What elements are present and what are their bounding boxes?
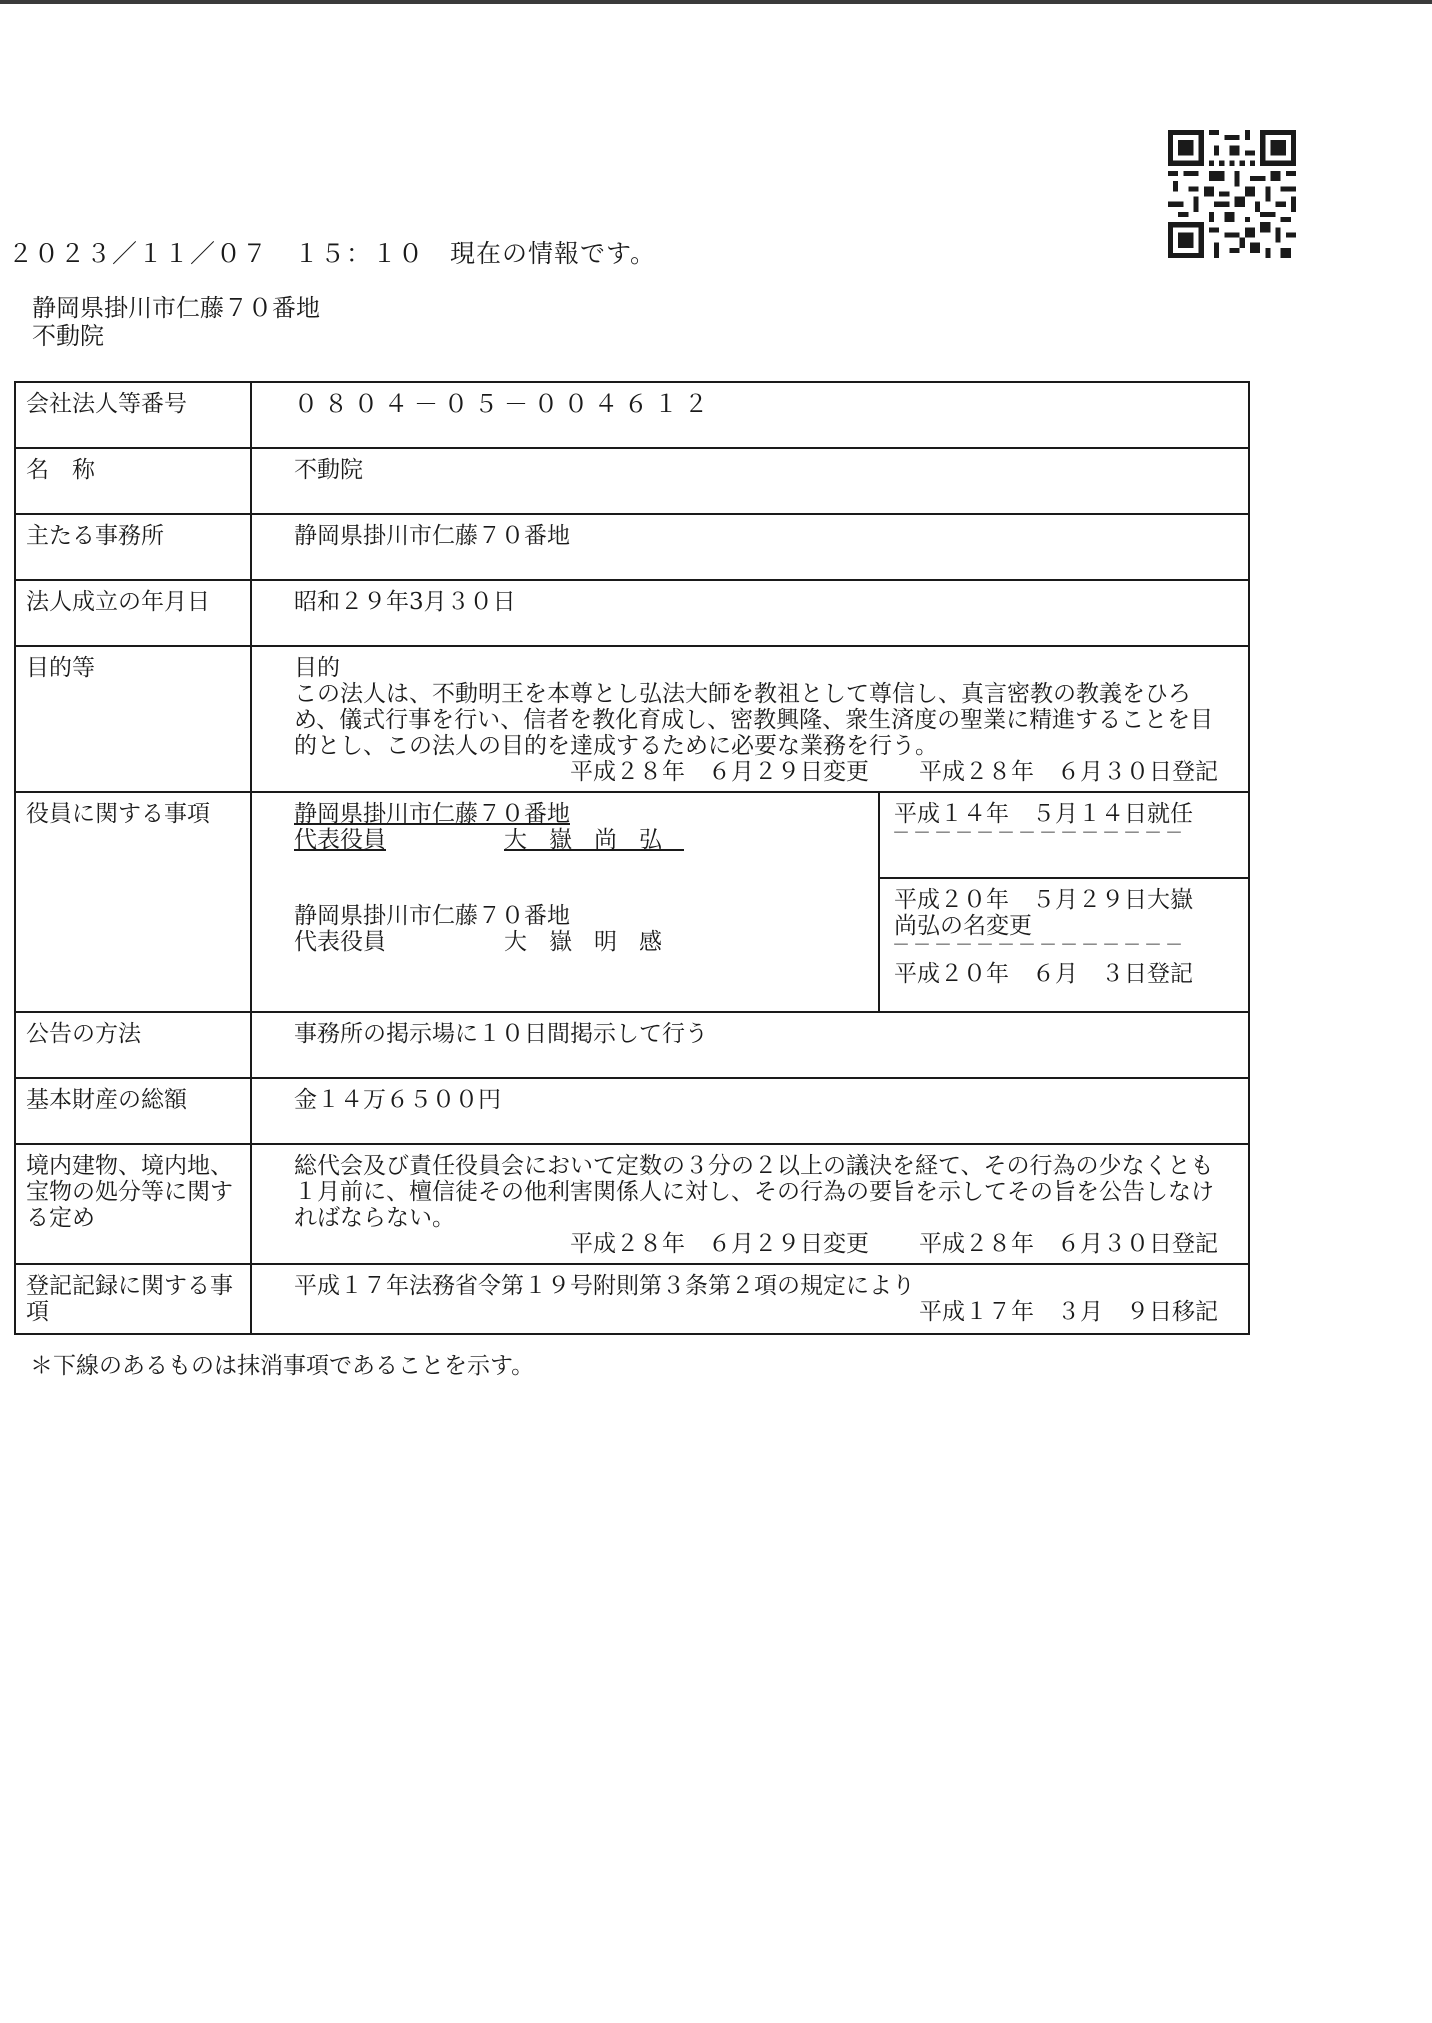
disposal-changed: 平成２８年 ６月２９日変更	[570, 1231, 869, 1257]
officers-entries	[252, 793, 878, 1011]
row-officers	[15, 792, 1249, 1012]
label-office: 主たる事務所	[15, 514, 251, 580]
row-established	[15, 580, 1249, 646]
value-notice: 事務所の掲示場に１０日間掲示して行う	[251, 1012, 1249, 1078]
registry-table	[14, 381, 1250, 1335]
officer-2-dash: －－－－－－－－－－－－－－	[892, 939, 1186, 953]
timestamp: ２０２３／１１／０７ １５：１０ 現在の情報です。	[8, 239, 657, 268]
value-disposal	[251, 1144, 1249, 1264]
record-date: 平成１７年 ３月 ９日移記	[919, 1299, 1218, 1325]
value-record	[251, 1264, 1249, 1334]
row-record	[15, 1264, 1249, 1334]
officer-1-note: 平成１４年 ５月１４日就任	[894, 801, 1193, 827]
row-office	[15, 514, 1249, 580]
purpose-registered: 平成２８年 ６月３０日登記	[919, 759, 1218, 785]
label-disposal: 境内建物、境内地、宝物の処分等に関する定め	[15, 1144, 251, 1264]
row-name	[15, 448, 1249, 514]
purpose-heading: 目的	[294, 655, 340, 681]
officer-entry-2	[294, 903, 868, 955]
footnote: ＊下線のあるものは抹消事項であることを示す。	[30, 1353, 535, 1379]
officer-2-note-line1: 平成２０年 ５月２９日大嶽	[894, 887, 1193, 913]
row-purpose	[15, 646, 1249, 792]
header-address: 静岡県掛川市仁藤７０番地	[32, 294, 320, 322]
label-notice: 公告の方法	[15, 1012, 251, 1078]
label-corp-number: 会社法人等番号	[15, 382, 251, 448]
qr-code	[1168, 130, 1296, 258]
officer-2-person: 大嶽明感	[504, 929, 684, 955]
value-assets: 金１４万６５００円	[251, 1078, 1249, 1144]
disposal-registered: 平成２８年 ６月３０日登記	[919, 1231, 1218, 1257]
disposal-text: 総代会及び責任役員会において定数の３分の２以上の議決を経て、その行為の少なくとも１月前に、檀信徒その他利害関係人に対し、その行為の要旨を示してその旨を公告しなければならない。	[294, 1153, 1214, 1231]
row-notice	[15, 1012, 1249, 1078]
value-office: 静岡県掛川市仁藤７０番地	[251, 514, 1249, 580]
officer-1-address: 静岡県掛川市仁藤７０番地	[294, 801, 570, 827]
row-corp-number	[15, 382, 1249, 448]
value-established: 昭和２９年3月３０日	[251, 580, 1249, 646]
officer-2-address: 静岡県掛川市仁藤７０番地	[294, 903, 570, 929]
officer-2-note-line2: 尚弘の名変更	[894, 913, 1032, 939]
value-officers	[251, 792, 1249, 1012]
officer-entry-1	[294, 801, 868, 853]
scan-top-edge	[0, 0, 1432, 4]
officer-1-dash: －－－－－－－－－－－－－－	[892, 827, 1186, 841]
label-assets: 基本財産の総額	[15, 1078, 251, 1144]
row-assets	[15, 1078, 1249, 1144]
label-established: 法人成立の年月日	[15, 580, 251, 646]
record-text: 平成１７年法務省令第１９号附則第３条第２項の規定により	[294, 1273, 915, 1299]
purpose-dates	[294, 759, 1218, 785]
label-officers: 役員に関する事項	[15, 792, 251, 1012]
officer-2-registered: 平成２０年 ６月 ３日登記	[894, 961, 1193, 987]
officer-2-role: 代表役員	[294, 929, 386, 955]
value-purpose	[251, 646, 1249, 792]
row-disposal	[15, 1144, 1249, 1264]
label-purpose: 目的等	[15, 646, 251, 792]
purpose-text: この法人は、不動明王を本尊とし弘法大師を教祖として尊信し、真言密教の教義をひろめ、儀式行事を行い、信者を教化育成し、密教興隆、衆生済度の聖業に精進することを目的とし、この法人の目的を達成するために必要な業務を行う。	[294, 681, 1214, 759]
label-record: 登記記録に関する事項	[15, 1264, 251, 1334]
header-name: 不動院	[32, 322, 104, 350]
value-corp-number: ０８０４－０５－００４６１２	[251, 382, 1249, 448]
disposal-dates	[294, 1231, 1218, 1257]
officer-1-person: 大嶽尚弘	[504, 827, 684, 853]
officer-1-role: 代表役員	[294, 827, 386, 853]
purpose-changed: 平成２８年 ６月２９日変更	[570, 759, 869, 785]
label-name: 名 称	[15, 448, 251, 514]
officers-notes	[878, 793, 1248, 1011]
value-name: 不動院	[251, 448, 1249, 514]
